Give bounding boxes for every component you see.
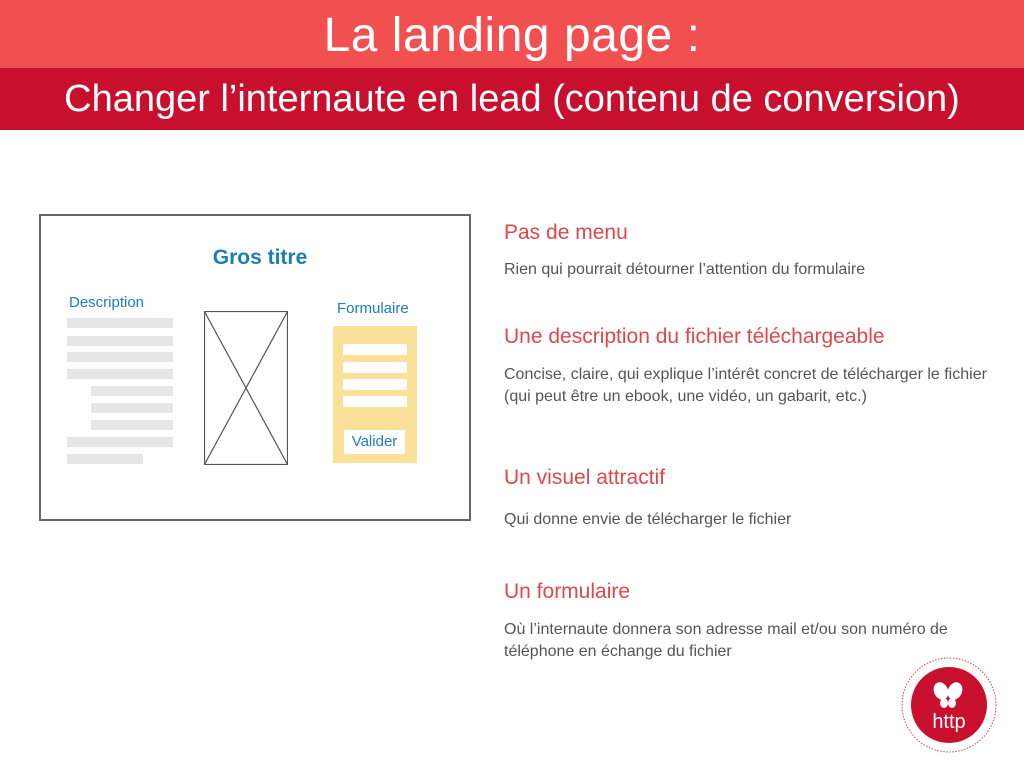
page-subtitle: Changer l’internaute en lead (contenu de conversion)	[64, 78, 960, 120]
landing-page-mockup	[39, 214, 471, 521]
text-placeholder-line	[67, 437, 173, 447]
form-placeholder	[333, 326, 417, 463]
form-field-placeholder	[343, 344, 407, 355]
text-placeholder-line	[67, 454, 143, 464]
form-field-placeholder	[343, 379, 407, 390]
section-text-description: Concise, claire, qui explique l’intérêt concret de télécharger le fichier (qui peut être un ebook, une vidéo, un gabarit, etc.)	[504, 366, 987, 405]
section-heading-menu: Pas de menu	[504, 221, 628, 244]
text-placeholder-line	[67, 336, 173, 346]
form-field-placeholder	[343, 362, 407, 373]
text-placeholder-line	[91, 386, 173, 396]
text-placeholder-line	[91, 403, 173, 413]
mockup-description-label: Description	[69, 294, 145, 311]
valider-button: Valider	[344, 430, 405, 454]
text-placeholder-line	[91, 420, 173, 430]
http-logo	[900, 656, 998, 754]
section-heading-visual: Un visuel attractif	[504, 466, 666, 489]
form-field-placeholder	[343, 396, 407, 407]
section-text-visual: Qui donne envie de télécharger le fichier	[504, 511, 792, 528]
page-title: La landing page :	[323, 9, 701, 62]
section-heading-form: Un formulaire	[504, 580, 631, 603]
mockup-form-label: Formulaire	[337, 300, 409, 317]
section-text-menu: Rien qui pourrait détourner l’attention du formulaire	[504, 261, 866, 278]
section-text-form: Où l’internaute donnera son adresse mail et/ou son numéro de téléphone en échange du fichier	[504, 621, 948, 660]
logo-text: http	[932, 711, 966, 733]
section-heading-description: Une description du fichier téléchargeable	[504, 325, 885, 348]
text-placeholder-line	[67, 369, 173, 379]
text-placeholder-line	[67, 352, 173, 362]
mockup-title: Gros titre	[212, 246, 308, 269]
text-placeholder-line	[67, 318, 173, 328]
image-placeholder-icon	[204, 311, 288, 465]
